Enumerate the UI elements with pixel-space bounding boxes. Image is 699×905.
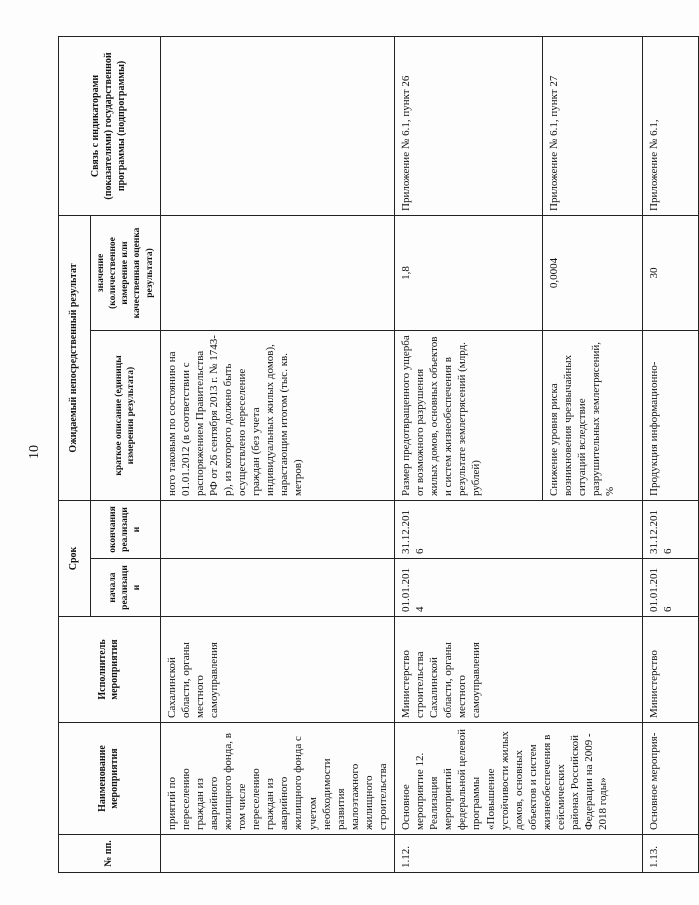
header-link: Связь с индикаторами (показателями) государственной программы (подпрограммы)	[59, 36, 161, 215]
cell-result-desc: ного таковым по состоянию на 01.01.2012 (в соответствии с распоряжением Правительства РФ от 26 сентября 2013 г. № 1743-р), из которого должно быть осуществлено переселение граждан (без учета индивидуальных жилых домов), нарастающим итогом (тыс. кв. метров)	[160, 330, 394, 500]
header-term: Срок	[59, 500, 91, 616]
cell-end: 31.12.2016	[643, 500, 699, 558]
table-row	[643, 36, 699, 872]
cell-start	[160, 559, 394, 617]
header-result-value: значение (количественное измерение или качественная оценка результата)	[91, 215, 161, 330]
cell-end: 31.12.2016	[395, 500, 643, 558]
table-row	[395, 36, 543, 872]
cell-executor: Министерство строительства Сахалинской области, органы местного самоуправления	[395, 617, 643, 723]
cell-link: Приложение № 6.1, пункт 27	[543, 36, 643, 215]
rotated-table-wrapper	[58, 37, 675, 873]
cell-result-desc: Размер предотвращенного ущерба от возможного разрушения жилых домов, основных объектов и систем жизнеобеспечения в результате землетрясений (млрд. рублей)	[395, 330, 543, 500]
cell-start: 01.01.2014	[395, 559, 643, 617]
cell-result-value: 1,8	[395, 215, 543, 330]
page-number: 10	[27, 445, 42, 459]
cell-executor: Сахалинской области, органы местного самоуправления	[160, 617, 394, 723]
cell-result-value	[160, 215, 394, 330]
cell-executor: Министерство	[643, 617, 699, 723]
cell-name: Основное мероприя-	[643, 723, 699, 835]
table-row	[160, 36, 394, 872]
cell-result-desc: Продукция информационно-	[643, 330, 699, 500]
cell-name: Основное мероприятие 12. Реализация мероприятий федеральной целевой программы «Повышение устойчивости жилых домов, основных объектов и систем жизнеобеспечения в сейсмических районах Российской Федерации на 2009 - 2018 годы»	[395, 723, 643, 835]
measures-table	[58, 36, 699, 873]
header-result: Ожидаемый непосредственный результат	[59, 215, 91, 500]
header-executor: Исполнитель мероприятия	[59, 617, 161, 723]
header-term-start: начала реализации	[91, 559, 161, 617]
header-num: № пп.	[59, 835, 161, 873]
cell-name: приятий по переселению граждан из аварийного жилищного фонда, в том числе переселению граждан из аварийного жилищного фонда с учетом необходимости развития малоэтажного жилищного строительства	[160, 723, 394, 835]
cell-result-desc: Снижение уровня риска возникновения чрезвычайных ситуаций вследствие разрушительных землетрясений, %	[543, 330, 643, 500]
cell-num: 1.13.	[643, 835, 699, 873]
cell-result-value: 30	[643, 215, 699, 330]
cell-end	[160, 500, 394, 558]
cell-num	[160, 835, 394, 873]
cell-link: Приложение № 6.1,	[643, 36, 699, 215]
header-result-desc: краткое описание (единицы измерения результата)	[91, 330, 161, 500]
cell-start: 01.01.2016	[643, 559, 699, 617]
cell-link	[160, 36, 394, 215]
cell-link: Приложение № 6.1, пункт 26	[395, 36, 543, 215]
header-term-end: окончания реализации	[91, 500, 161, 558]
cell-result-value: 0,0004	[543, 215, 643, 330]
header-name: Наименование мероприятия	[59, 723, 161, 835]
cell-num: 1.12.	[395, 835, 643, 873]
